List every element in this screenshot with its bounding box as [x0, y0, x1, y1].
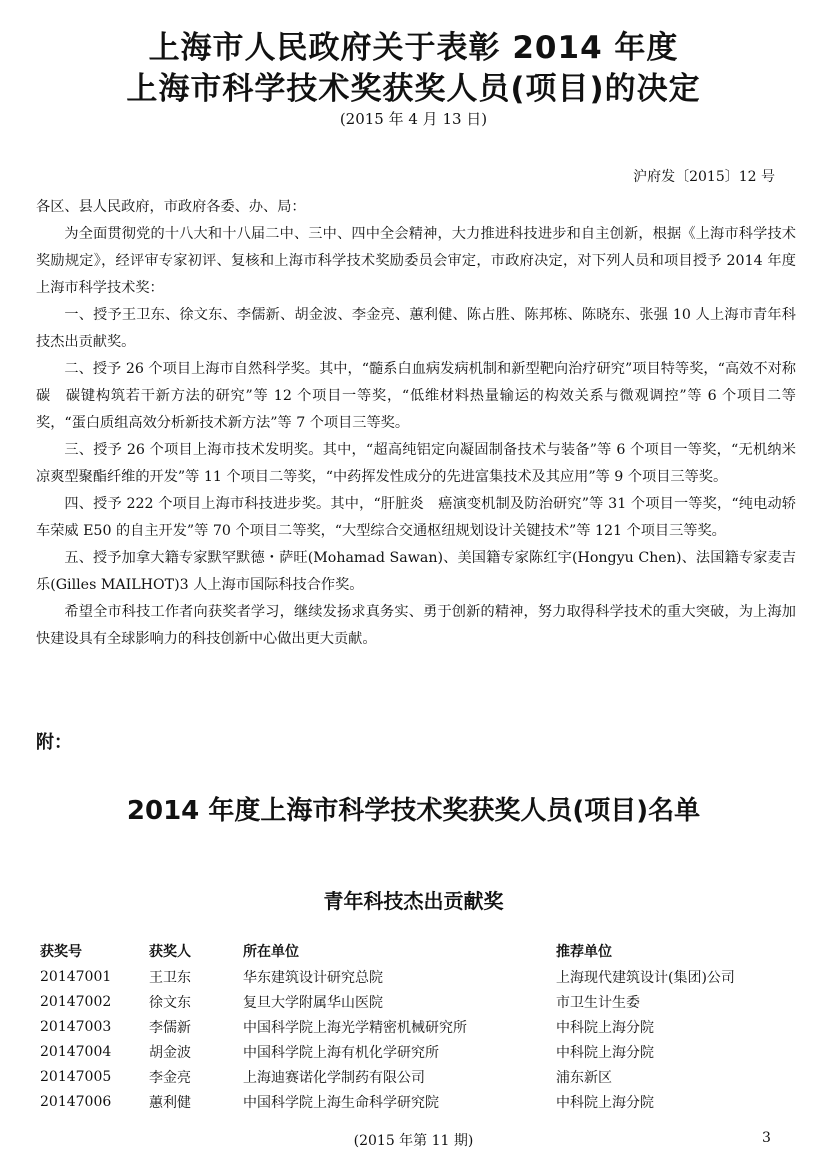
table-row — [40, 1039, 806, 1064]
affiliation: 复旦大学附属华山医院 — [243, 994, 383, 1011]
document-body — [36, 194, 796, 653]
awardee-name: 胡金波 — [149, 1044, 191, 1061]
affiliation: 中国科学院上海光学精密机械研究所 — [243, 1019, 467, 1036]
award-number: 20147002 — [40, 993, 112, 1010]
awardee-name: 李金亮 — [149, 1069, 191, 1086]
column-header: 所在单位 — [243, 944, 299, 960]
paragraph-youth-award: 一、授予王卫东、徐文东、李儒新、胡金波、李金亮、蕙利健、陈占胜、陈邦栋、陈晓东、张强 10 人上海市青年科技杰出贡献奖。 — [36, 307, 796, 350]
document-title-line1: 上海市人民政府关于表彰 2014 年度 — [148, 30, 679, 66]
paragraph-closing: 希望全市科技工作者向获奖者学习，继续发扬求真务实、勇于创新的精神，努力取得科学技术的重大突破，为上海加快建设具有全球影响力的科技创新中心做出更大贡献。 — [36, 604, 796, 647]
award-number: 20147004 — [40, 1043, 112, 1060]
document-number: 沪府发〔2015〕12 号 — [633, 169, 775, 185]
recommending-unit: 市卫生计生委 — [556, 994, 640, 1011]
attachment-label: 附： — [36, 732, 72, 753]
affiliation: 华东建筑设计研究总院 — [243, 969, 383, 986]
recommending-unit: 中科院上海分院 — [556, 1044, 654, 1061]
section-title: 青年科技杰出贡献奖 — [323, 889, 504, 913]
recommending-unit: 浦东新区 — [556, 1069, 612, 1086]
award-table — [40, 938, 806, 1114]
affiliation: 上海迪赛诺化学制药有限公司 — [243, 1069, 425, 1086]
paragraph-technology-progress: 四、授予 222 个项目上海市科技进步奖。其中，“肝脏炎 癌演变机制及防治研究”等 31 个项目一等奖，“纯电动轿车荣威 E50 的自主开发”等 70 个项目二等奖，“大型综合交通枢纽规划设计关键技术”等 121 个项目三等奖。 — [36, 496, 796, 539]
award-list-title: 2014 年度上海市科学技术奖获奖人员(项目)名单 — [126, 796, 701, 826]
table-row — [40, 1089, 806, 1114]
issue-footer: (2015 年第 11 期) — [353, 1133, 474, 1149]
award-number: 20147003 — [40, 1018, 112, 1035]
recommending-unit: 中科院上海分院 — [556, 1094, 654, 1111]
paragraph-international-cooperation: 五、授予加拿大籍专家默罕默德・萨旺(Mohamad Sawan)、美国籍专家陈红宇(Hongyu Chen)、法国籍专家麦吉乐(Gilles MAILHOT)3 人上海市国际科技合作奖。 — [36, 550, 796, 593]
column-header: 推荐单位 — [556, 944, 612, 960]
awardee-name: 徐文东 — [149, 994, 191, 1011]
paragraph-natural-science: 二、授予 26 个项目上海市自然科学奖。其中，“髓系白血病发病机制和新型靶向治疗研究”项目特等奖，“高效不对称碳 碳键构筑若干新方法的研究”等 12 个项目一等奖，“低维材料热量输运的构效关系与微观调控”等 6 个项目二等奖，“蛋白质组高效分析新技术新方法”等 7 个项目三等奖。 — [36, 361, 796, 431]
document-title-line2: 上海市科学技术奖获奖人员(项目)的决定 — [126, 71, 701, 107]
awardee-name: 李儒新 — [149, 1019, 191, 1036]
paragraph-intro: 为全面贯彻党的十八大和十八届二中、三中、四中全会精神，大力推进科技进步和自主创新，根据《上海市科学技术奖励规定》，经评审专家初评、复核和上海市科学技术奖励委员会审定，市政府决定，对下列人员和项目授予 2014 年度上海市科学技术奖： — [36, 226, 796, 296]
table-row — [40, 1064, 806, 1089]
table-row — [40, 964, 806, 989]
award-number: 20147001 — [40, 968, 112, 985]
affiliation: 中国科学院上海有机化学研究所 — [243, 1044, 439, 1061]
page-number: 3 — [762, 1130, 771, 1146]
affiliation: 中国科学院上海生命科学研究院 — [243, 1094, 439, 1111]
table-row — [40, 1014, 806, 1039]
award-number: 20147005 — [40, 1068, 112, 1085]
column-header: 获奖人 — [149, 944, 191, 960]
table-row — [40, 989, 806, 1014]
recommending-unit: 上海现代建筑设计(集团)公司 — [556, 969, 735, 986]
salutation: 各区、县人民政府，市政府各委、办、局： — [36, 199, 306, 215]
awardee-name: 王卫东 — [149, 969, 191, 986]
recommending-unit: 中科院上海分院 — [556, 1019, 654, 1036]
award-number: 20147006 — [40, 1093, 112, 1110]
column-header: 获奖号 — [40, 944, 82, 960]
issue-date: (2015 年 4 月 13 日) — [339, 110, 488, 128]
paragraph-technology-invention: 三、授予 26 个项目上海市技术发明奖。其中，“超高纯铝定向凝固制备技术与装备”等 6 个项目一等奖，“无机纳米凉爽型聚酯纤维的开发”等 11 个项目二等奖，“中药挥发性成分的先进富集技术及其应用”等 9 个项目三等奖。 — [36, 442, 796, 485]
table-header-row — [40, 938, 806, 964]
awardee-name: 蕙利健 — [149, 1094, 191, 1111]
